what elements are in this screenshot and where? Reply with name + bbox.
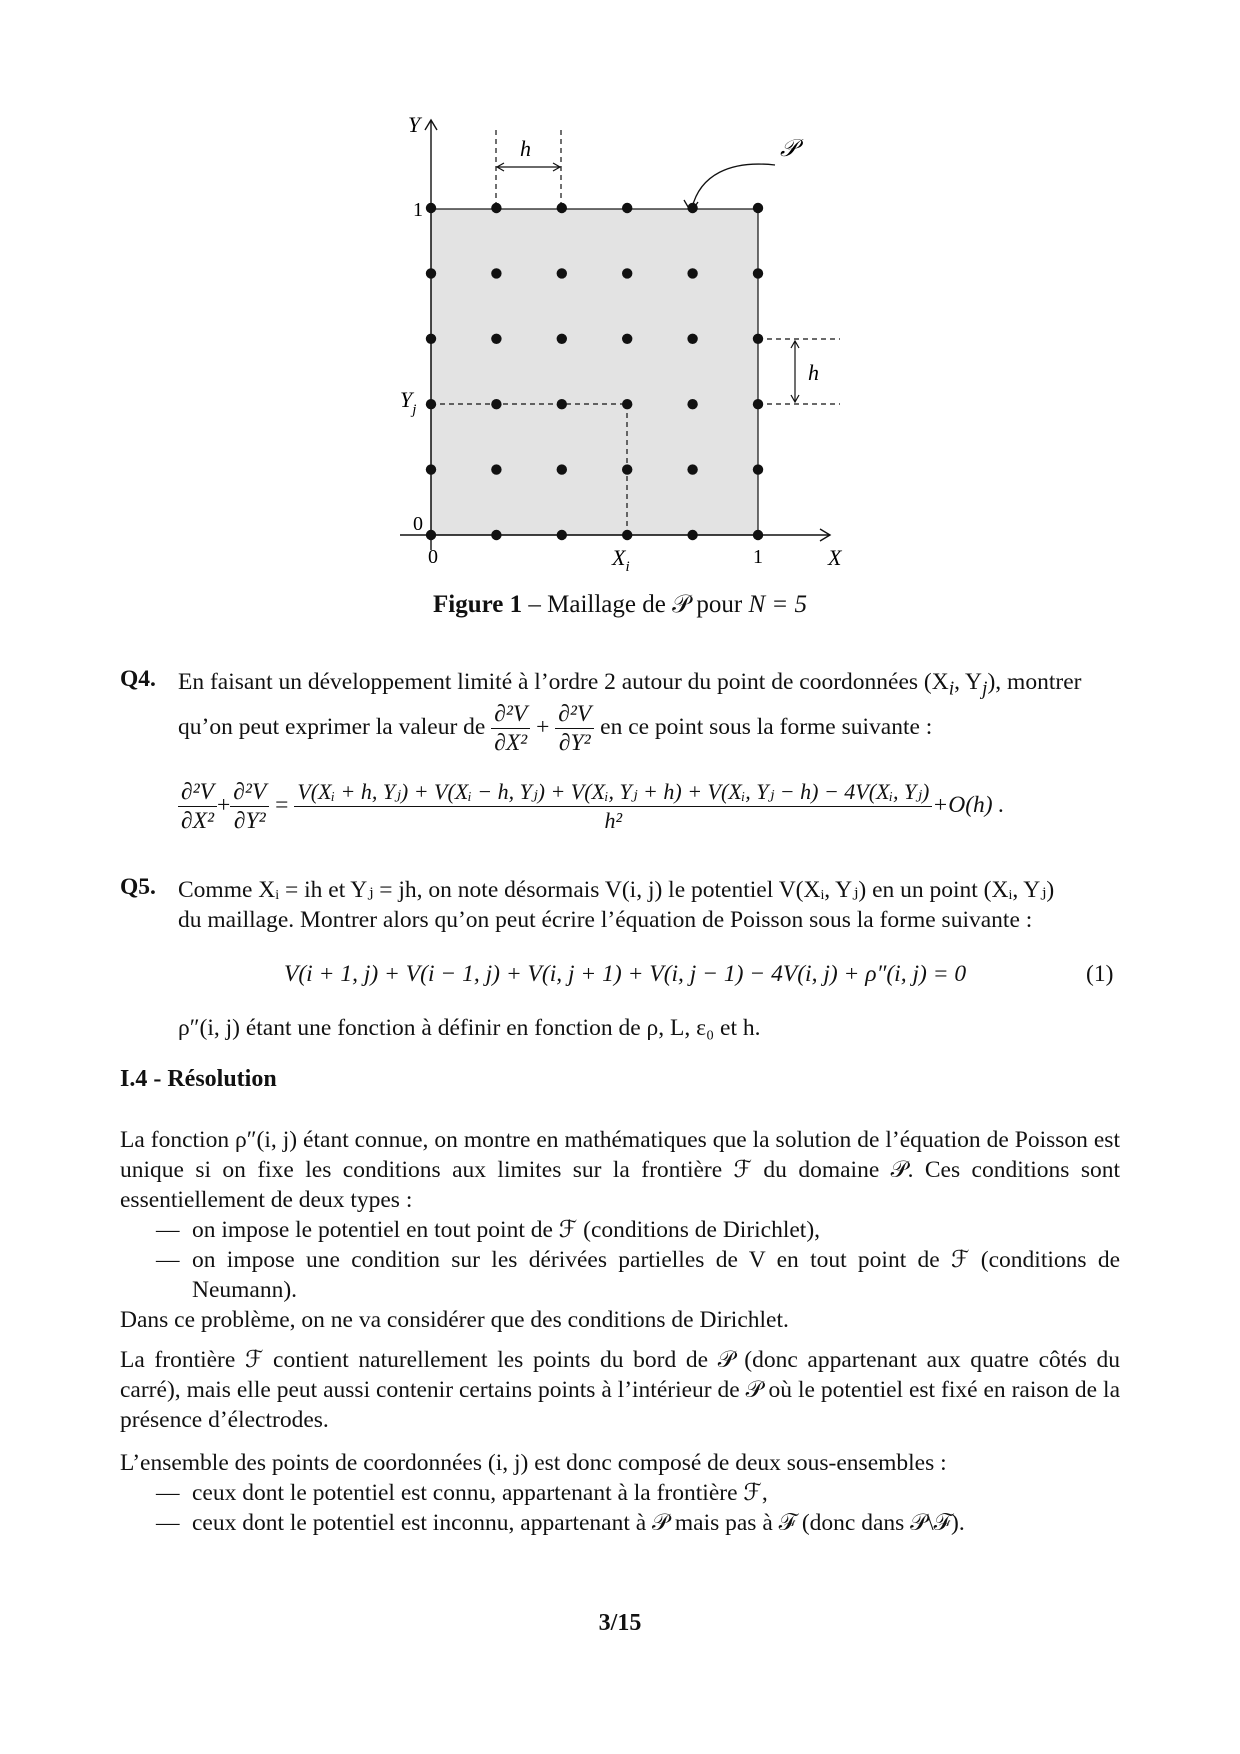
- mesh-point: [426, 464, 436, 474]
- mesh-point: [557, 268, 567, 278]
- mesh-figure: [380, 110, 860, 580]
- h-top-label: h: [520, 136, 531, 161]
- mesh-point: [426, 399, 436, 409]
- q4-line2: qu’on peut exprimer la valeur de $\frac{\text{∂²V}}{\text{∂X²}}$ + $\frac{\text{∂²V}}{\text{∂Y²}}$ en ce point sous la forme suivante :: [178, 701, 933, 756]
- bullet-dash: —: [156, 1480, 180, 1506]
- y-axis-label: Y: [408, 112, 421, 137]
- mesh-point: [491, 399, 501, 409]
- domain-pointer-arrow: [692, 164, 775, 208]
- bullet-dash: —: [156, 1510, 180, 1536]
- bullet-3: ceux dont le potentiel est connu, appartenant à la frontière ℱ,: [192, 1480, 768, 1506]
- y-zero-label: 0: [413, 513, 423, 535]
- bullet-dash: —: [156, 1247, 180, 1273]
- h-right-label: h: [808, 360, 819, 385]
- mesh-point: [687, 530, 697, 540]
- mesh-point: [622, 530, 632, 540]
- mesh-point: [557, 530, 567, 540]
- mesh-point: [622, 334, 632, 344]
- mesh-point: [687, 203, 697, 213]
- poisson-discrete-equation: V(i + 1, j) + V(i − 1, j) + V(i, j + 1) + V(i, j − 1) − 4V(i, j) + ρ″(i, j) = 0: [284, 961, 967, 987]
- paragraph-1: La fonction ρ″(i, j) étant connue, on montre en mathématiques que la solution de l’équation de Poisson est unique si on fixe les conditions aux limites sur la frontière ℱ du domaine 𝒫. Ces conditions sont essentiellement de deux types :: [120, 1127, 1120, 1213]
- yj-label: $Y_j$: [400, 387, 417, 418]
- q5-line3: ρ″(i, j) étant une fonction à définir en fonction de ρ, L, ε₀ et h.: [178, 1015, 761, 1041]
- mesh-point: [491, 203, 501, 213]
- bullet-dash: —: [156, 1217, 180, 1243]
- mesh-point: [557, 399, 567, 409]
- eq-numerator: V(Xᵢ + h, Yⱼ) + V(Xᵢ − h, Yⱼ) + V(Xᵢ, Yⱼ + h) + V(Xᵢ, Yⱼ − h) − 4V(Xᵢ, Yⱼ): [294, 778, 932, 807]
- mesh-point: [491, 530, 501, 540]
- x-zero-label: 0: [428, 546, 438, 568]
- page-number: 3/15: [598, 1610, 642, 1636]
- mesh-point: [687, 268, 697, 278]
- mesh-point: [426, 530, 436, 540]
- mesh-point: [557, 203, 567, 213]
- mesh-point: [622, 464, 632, 474]
- mesh-point: [753, 203, 763, 213]
- d2v-dy2-fraction: $\frac{\text{∂²V}}{\text{∂Y²}}$: [555, 700, 594, 757]
- mesh-point: [426, 203, 436, 213]
- section-title: I.4 - Résolution: [120, 1066, 277, 1092]
- mesh-point: [491, 464, 501, 474]
- mesh-point: [622, 268, 632, 278]
- mesh-point: [491, 268, 501, 278]
- bullet-2: on impose une condition sur les dérivées partielles de V en tout point de ℱ (conditions de Neumann).: [192, 1247, 1120, 1303]
- y-one-label: 1: [413, 199, 423, 221]
- q4-equation: $\frac{\text{∂²V}}{\text{∂X²}}$ + $\frac{\text{∂²V}}{\text{∂Y²}}$ = V(Xᵢ + h, Yⱼ) + V(Xᵢ − h, Yⱼ) + V(Xᵢ, Yⱼ + h) + V(Xᵢ, Yⱼ − h) − 4V(Xᵢ, Yⱼ) h² +O(h) .: [178, 778, 1128, 835]
- equation-number: (1): [1086, 961, 1114, 987]
- mesh-point: [557, 464, 567, 474]
- mesh-point: [622, 203, 632, 213]
- mesh-point: [687, 464, 697, 474]
- paragraph-4: L’ensemble des points de coordonnées (i, j) est donc composé de deux sous-ensembles :: [120, 1450, 947, 1476]
- x-axis-label: X: [828, 545, 842, 570]
- mesh-point: [426, 268, 436, 278]
- q4-line1: En faisant un développement limité à l’ordre 2 autour du point de coordonnées ($X_i$, $Y_j$), montrer: [178, 669, 1082, 700]
- q5-label: Q5.: [120, 874, 156, 900]
- mesh-point: [687, 334, 697, 344]
- mesh-point: [753, 334, 763, 344]
- figure-caption: Figure 1 – Maillage de 𝒫 pour N = 5: [433, 591, 807, 618]
- paragraph-3: La frontière ℱ contient naturellement les points du bord de 𝒫 (donc appartenant aux quatre côtés du carré), mais elle peut aussi contenir certains points à l’intérieur de 𝒫 où le potentiel est fixé en raison de la présence d’électrodes.: [120, 1347, 1120, 1433]
- mesh-point: [491, 334, 501, 344]
- paragraph-2: Dans ce problème, on ne va considérer que des conditions de Dirichlet.: [120, 1307, 789, 1333]
- q5-line2: du maillage. Montrer alors qu’on peut écrire l’équation de Poisson sous la forme suivante :: [178, 907, 1033, 933]
- domain-square: [431, 209, 758, 535]
- mesh-point: [426, 334, 436, 344]
- mesh-point: [753, 268, 763, 278]
- domain-label: 𝒫: [780, 134, 798, 162]
- d2v-dx2-fraction: $\frac{\text{∂²V}}{\text{∂X²}}$: [491, 700, 530, 757]
- mesh-point: [753, 530, 763, 540]
- q4-label: Q4.: [120, 666, 156, 692]
- mesh-point: [753, 399, 763, 409]
- mesh-point: [687, 399, 697, 409]
- xi-label: $X_i$: [612, 545, 630, 575]
- q5-line1: Comme Xᵢ = ih et Yⱼ = jh, on note désormais V(i, j) le potentiel V(Xᵢ, Yⱼ) en un point (Xᵢ, Yⱼ): [178, 877, 1055, 903]
- mesh-point: [557, 334, 567, 344]
- x-one-label: 1: [753, 546, 763, 568]
- bullet-4: ceux dont le potentiel est inconnu, appartenant à 𝒫 mais pas à ℱ (donc dans 𝒫\ℱ).: [192, 1510, 965, 1536]
- mesh-point: [622, 399, 632, 409]
- mesh-point: [753, 464, 763, 474]
- bullet-1: on impose le potentiel en tout point de ℱ (conditions de Dirichlet),: [192, 1217, 821, 1243]
- eq-denominator: h²: [604, 808, 623, 833]
